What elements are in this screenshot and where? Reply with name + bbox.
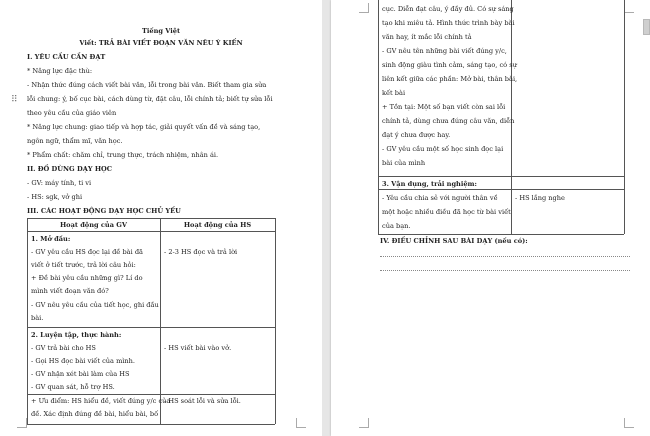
paragraph-line: - Nhận thức đúng cách viết bài văn, lỗi trong bài văn. Biết tham gia sửa bbox=[27, 81, 267, 89]
table-cell-line: đạt ý chưa được hay. bbox=[382, 131, 451, 139]
table-cell-line: viết ở tiết trước, trả lời câu hỏi: bbox=[31, 261, 136, 269]
table-cell-line: cục. Diễn đạt câu, ý đầy đủ. Có sự sáng bbox=[382, 5, 514, 13]
section-4-heading: IV. ĐIỀU CHỈNH SAU BÀI DẠY (nếu có): bbox=[380, 237, 528, 245]
table-cell-line: - Gọi HS đọc bài viết của mình. bbox=[31, 357, 136, 365]
column-header-hs: Hoạt động của HS bbox=[183, 221, 252, 229]
table-border bbox=[275, 218, 276, 424]
table-cell-line: bài. bbox=[31, 314, 44, 322]
drag-handle-icon[interactable]: ⠿ bbox=[11, 95, 18, 105]
column-header-gv: Hoạt động của GV bbox=[59, 221, 128, 229]
section-2-heading: II. ĐỒ DÙNG DẠY HỌC bbox=[27, 165, 113, 173]
margin-corner-mark bbox=[359, 418, 369, 428]
table-cell-line: chính tả, dùng chưa đúng câu văn, diễn bbox=[382, 117, 515, 125]
table-cell-line: - GV yêu cầu một số học sinh đọc lại bbox=[382, 145, 504, 153]
table-border bbox=[27, 218, 275, 219]
margin-corner-mark bbox=[296, 418, 306, 428]
table-cell-line: + Tồn tại: Một số bạn viết còn sai lỗi bbox=[382, 103, 506, 111]
row-title: 2. Luyện tập, thực hành: bbox=[31, 331, 122, 339]
subject-heading: Tiếng Việt bbox=[141, 27, 181, 35]
fill-in-line[interactable] bbox=[380, 256, 630, 257]
table-border bbox=[27, 394, 275, 395]
row-title: 1. Mở đầu: bbox=[31, 235, 71, 243]
document-page-left[interactable] bbox=[0, 0, 322, 436]
table-border bbox=[160, 218, 161, 424]
paragraph-line: lỗi chung: ý, bố cục bài, cách dùng từ, đặt câu, lỗi chính tả; biết tự sửa lỗi bbox=[27, 95, 273, 103]
table-cell-line: - Yêu cầu chia sẻ với người thân về bbox=[382, 194, 498, 202]
paragraph-line: * Phẩm chất: chăm chỉ, trung thực, trách nhiệm, nhân ái. bbox=[27, 151, 219, 159]
table-cell-line: tạo khi miêu tả. Hình thức trình bày bài bbox=[382, 19, 515, 27]
table-cell-line: liên kết giữa các phần: Mở bài, thân bài, bbox=[382, 75, 518, 83]
table-cell-line: mình viết đoạn văn đó? bbox=[31, 287, 109, 295]
paragraph-line: * Năng lực đặc thù: bbox=[27, 67, 93, 75]
section-3-heading: III. CÁC HOẠT ĐỘNG DẠY HỌC CHỦ YẾU bbox=[27, 207, 181, 215]
paragraph-line: theo yêu cầu của giáo viên bbox=[27, 109, 117, 117]
table-border bbox=[27, 218, 28, 424]
table-cell-line: kết bài bbox=[382, 89, 406, 97]
row-title: 3. Vận dụng, trải nghiệm: bbox=[382, 180, 477, 188]
paragraph-line: - GV: máy tính, ti vi bbox=[27, 179, 92, 187]
table-cell-line: một hoặc nhiều điều đã học từ bài viết bbox=[382, 208, 511, 216]
table-cell-line: + Đề bài yêu cầu những gì? Lí do bbox=[31, 274, 143, 282]
document-page-right[interactable] bbox=[331, 0, 650, 436]
margin-corner-mark bbox=[17, 418, 27, 428]
table-cell-line: - HS lắng nghe bbox=[515, 194, 565, 202]
table-cell-line: - HS soát lỗi và sửa lỗi. bbox=[164, 397, 241, 405]
table-cell-line: - GV trả bài cho HS bbox=[31, 344, 96, 352]
table-cell-line: - 2-3 HS đọc và trả lời bbox=[164, 248, 238, 256]
table-border bbox=[27, 231, 275, 232]
table-cell-line: đề. Xác định đúng đề bài, hiểu bài, bố bbox=[31, 410, 159, 418]
table-border bbox=[378, 176, 624, 177]
paragraph-line: ngôn ngữ, thẩm mĩ, văn học. bbox=[27, 137, 123, 145]
margin-corner-mark bbox=[359, 3, 369, 13]
margin-corner-mark bbox=[624, 418, 634, 428]
table-border bbox=[624, 0, 625, 234]
section-1-heading: I. YÊU CẦU CẦN ĐẠT bbox=[27, 53, 106, 61]
table-cell-line: - GV quan sát, hỗ trợ HS. bbox=[31, 383, 115, 391]
table-cell-line: bài của mình bbox=[382, 159, 426, 167]
scrollbar-thumb[interactable] bbox=[643, 19, 650, 35]
table-border bbox=[378, 234, 624, 235]
paragraph-line: - HS: sgk, vở ghi bbox=[27, 193, 83, 201]
table-cell-line: văn hay, ít mắc lỗi chính tả bbox=[382, 33, 472, 41]
table-cell-line: - GV nhận xét bài làm của HS bbox=[31, 370, 130, 378]
table-cell-line: sinh động giàu tình cảm, sáng tạo, có sự bbox=[382, 61, 517, 69]
table-cell-line: - GV nêu yêu cầu của tiết học, ghi đầu bbox=[31, 301, 159, 309]
table-cell-line: + Ưu điểm: HS hiểu đề, viết đúng y/c của bbox=[31, 397, 171, 405]
table-border bbox=[378, 189, 624, 190]
margin-corner-mark bbox=[624, 3, 634, 13]
table-cell-line: - HS viết bài vào vở. bbox=[164, 344, 232, 352]
table-cell-line: của bạn. bbox=[382, 222, 411, 230]
paragraph-line: * Năng lực chung: giao tiếp và hợp tác, giải quyết vấn đề và sáng tạo, bbox=[27, 123, 261, 131]
lesson-title: Viết: TRẢ BÀI VIẾT ĐOẠN VĂN NÊU Ý KIẾN bbox=[79, 39, 243, 47]
table-cell-line: - GV yêu cầu HS đọc lại đề bài đã bbox=[31, 248, 143, 256]
table-border bbox=[27, 327, 275, 328]
page-gap bbox=[322, 0, 331, 436]
table-cell-line: - GV nêu tên những bài viết đúng y/c, bbox=[382, 47, 507, 55]
table-border bbox=[27, 424, 275, 425]
table-border bbox=[378, 0, 379, 234]
fill-in-line[interactable] bbox=[380, 270, 630, 271]
